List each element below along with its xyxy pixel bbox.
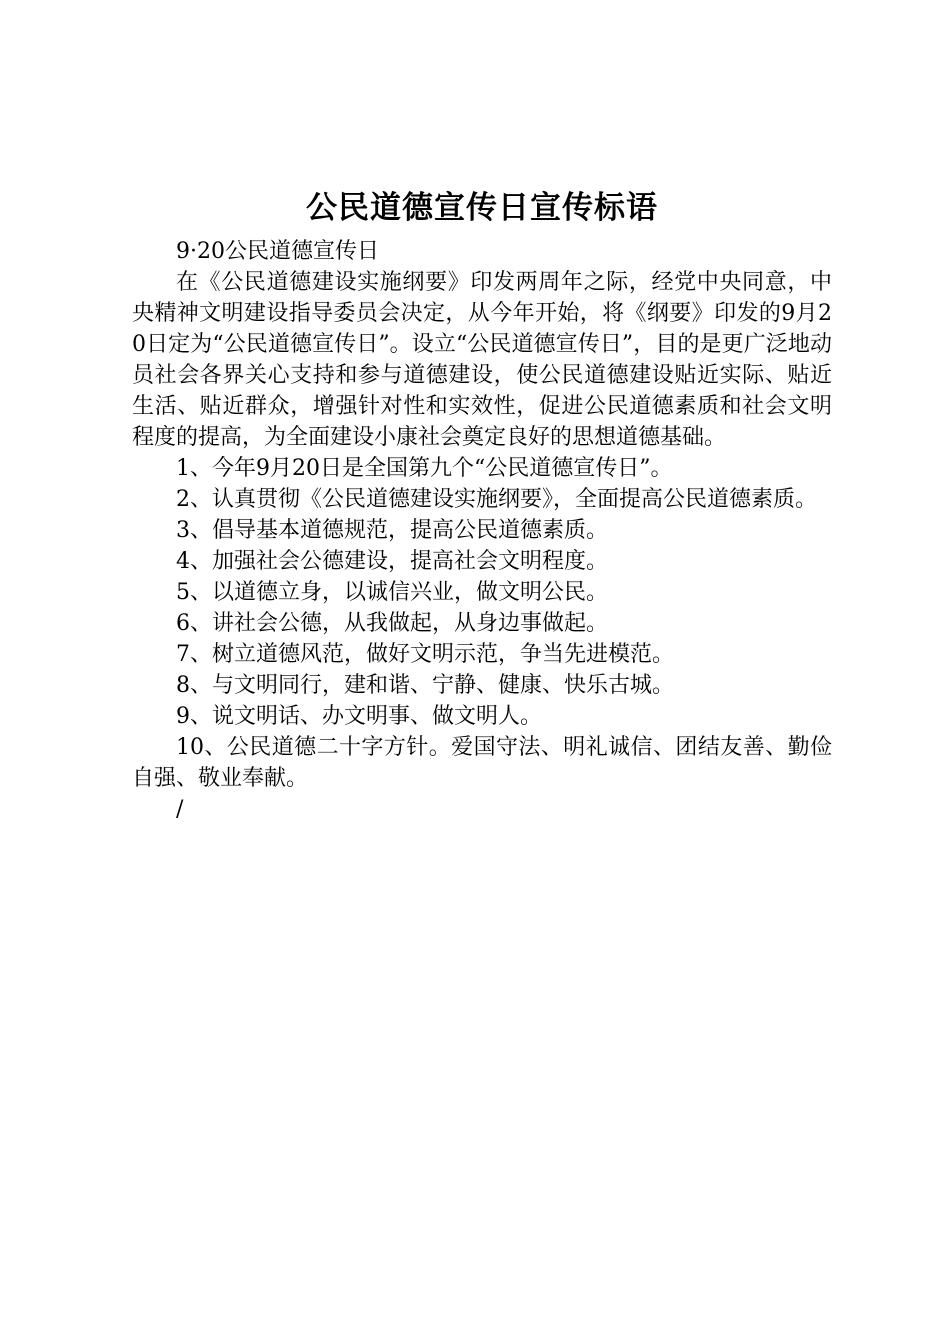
slogan-item-7: 7、树立道德风范，做好文明示范，争当先进模范。 — [176, 642, 674, 667]
slogan-item-6: 6、讲社会公德，从我做起，从身边事做起。 — [176, 611, 608, 636]
intro-paragraph: 在《公民道德建设实施纲要》印发两周年之际，经党中央同意，中央精神文明建设指导委员会决定，从今年开始，将《纲要》印发的9月20日定为“公民道德宣传日”。设立“公民道德宣传日”，目的是更广泛地动员社会各界关心支持和参与道德建设，使公民道德建设贴近实际、贴近生活、贴近群众，增强针对性和实效性，促进公民道德素质和社会文明程度的提高，为全面建设小康社会奠定良好的思想道德基础。 — [132, 270, 832, 450]
document-title: 公民道德宣传日宣传标语 — [306, 190, 658, 226]
slogan-item-8: 8、与文明同行，建和谐、宁静、健康、快乐古城。 — [176, 673, 674, 698]
slogan-item-5: 5、以道德立身，以诚信兴业，做文明公民。 — [176, 580, 608, 605]
trailing-mark: / — [176, 797, 184, 822]
slogan-item-10: 10、公民道德二十字方针。爱国守法、明礼诚信、团结友善、勤俭自强、敬业奉献。 — [132, 735, 832, 791]
slogan-item-1: 1、今年9月20日是全国第九个“公民道德宣传日”。 — [176, 456, 673, 481]
document-body — [132, 236, 832, 825]
slogan-item-3: 3、倡导基本道德规范，提高公民道德素质。 — [176, 518, 608, 543]
slogan-item-4: 4、加强社会公德建设，提高社会文明程度。 — [176, 549, 608, 574]
subtitle: 9·20公民道德宣传日 — [176, 239, 379, 264]
slogan-item-2: 2、认真贯彻《公民道德建设实施纲要》，全面提高公民道德素质。 — [176, 487, 817, 512]
slogan-item-9: 9、说文明话、办文明事、做文明人。 — [176, 704, 542, 729]
